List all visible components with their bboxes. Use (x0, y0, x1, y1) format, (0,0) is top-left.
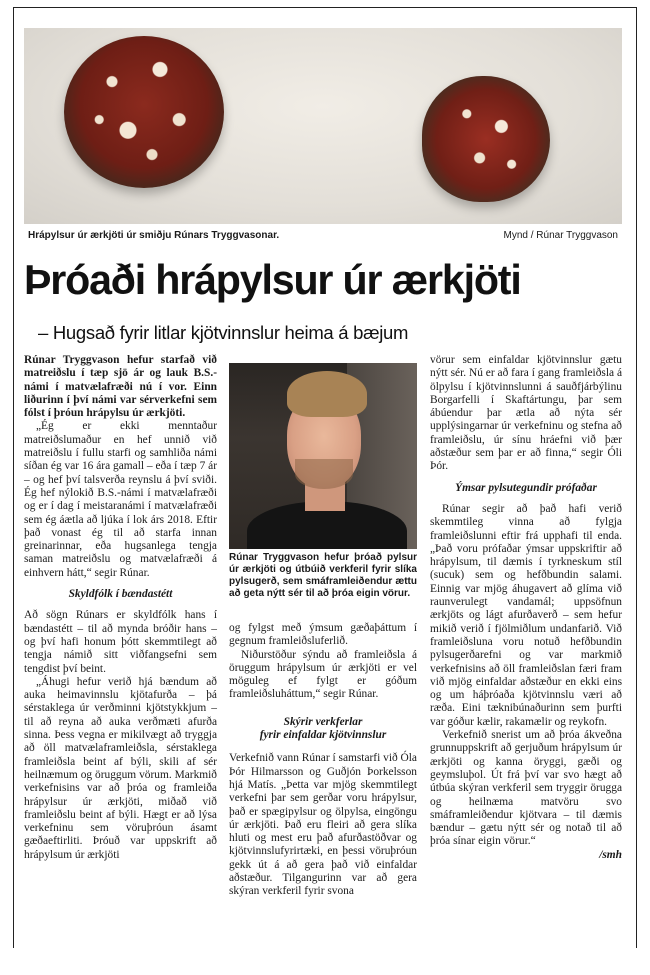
author-signature: /smh (599, 848, 622, 861)
portrait-photo (229, 363, 417, 549)
lead-paragraph: Rúnar Tryggvason hefur starfað við matreiðslu í tæp sjö ár og lauk B.S.-námi í matvælafræði nú í vor. Einn liðurinn í því námi var sérverkefni sem fólst í þróun hrápylsu úr ærkjöti. (24, 354, 217, 420)
headline: Þróaði hrápylsur úr ærkjöti (24, 256, 521, 303)
article-column-2 (229, 622, 417, 899)
section-subhead: Skyldfólk í bændastétt (68, 588, 173, 601)
section-subhead-line-1: Skýrir verkferlar (283, 715, 363, 728)
paragraph: Að sögn Rúnars er skyldfólk hans í bændastétt – til að mynda bróðir hans – og því hafi honum þótt skemmtilegt að tengja námið sitt viðfangsefni sem tengdist því beint. (24, 609, 217, 675)
paragraph: Verkefnið vann Rúnar í samstarfi við Óla Þór Hilmarsson og Guðjón Þorkelsson hjá Matís. „Þetta var mjög skemmtilegt verkefni þar sem gerðar voru hrápylsur, það er spægipylsur og ölpylsa, eingöngu úr ærkjöti. Það eru fleiri að gera slíka hluti og mest eru það afurðastöðvar og kjötvinnslufyrirtæki, en þessi vöruþróun gekk út á að gera það við einfaldar aðstæður. Tilgangurinn var að gera skýran verkferil fyrir svona (229, 752, 417, 898)
section-subhead: Ýmsar pylsutegundir prófaðar (455, 481, 597, 494)
paragraph: Verkefnið snerist um að þróa ákveðna grunnuppskrift að gerjuðum hrápylsum úr ærkjöti og kanna öryggi, gæði og geymsluþol. Út frá því var svo hægt að útbúa skýran verkferil sem tryggir örugga og heilnæma matvöru svo smáframleiðendur kjötvara – til dæmis bændur – gætu nýtt sér og notað til að þróa sínar eigin vörur.“ (430, 729, 622, 848)
paragraph: vörur sem einfaldar kjötvinnslur gætu nýtt sér. Nú er að fara í gang framleiðsla á ölpylsu í kjötvinnslunni á sauðfjárbýlinu Borgarfelli í Skaftártungu, þar sem ábúendur þar ætla að nýta sér upplýsingarnar úr verkefninu og stefna að framleiðslu, úr sínu hráefni við þær aðstæður sem þar er að finna,“ segir Óli Þór. (430, 354, 622, 473)
photo-credit: Mynd / Rúnar Tryggvason (503, 230, 618, 241)
section-subhead (229, 716, 417, 743)
hero-caption: Hrápylsur úr ærkjöti úr smiðju Rúnars Tryggvasonar. (28, 230, 280, 241)
paragraph: Niðurstöður sýndu að framleiðsla á öruggum hrápylsum úr ærkjöti er vel möguleg ef fylgt er góðum framleiðsluháttum,“ segir Rúnar. (229, 648, 417, 701)
article-column-1 (24, 354, 217, 862)
portrait-beard (295, 459, 353, 489)
subheadline: – Hugsað fyrir litlar kjötvinnslur heima á bæjum (38, 322, 409, 343)
paragraph: „Áhugi hefur verið hjá bændum að auka heimavinnslu kjötafurða – þá sérstaklega úr verðminni kjötstykkjum – til að reyna að auka verðmæti afurða sinna. Þess vegna er mikilvægt að tryggja að öll matvælaframleiðsla, sérstaklega framleiðsla beint af býli, skili af sér heilnæmum og öruggum vörum. Markmið verkefnisins var að þróa og framleiða hrápylsur úr ærkjöti, miðað við framleiðslu beint af býli. Hægt er að lýsa verkefninu sem vöruþróun ásamt gæðaeftirliti. Þróuð var uppskrift að hrápylsum úr ærkjöti (24, 675, 217, 861)
hero-caption-bar (24, 229, 622, 243)
section-subhead-line-2: fyrir einfaldar kjötvinnslur (259, 729, 387, 742)
portrait-caption: Rúnar Tryggvason hefur þróað pylsur úr ærkjöti og útbúið verkferil fyrir slíka pylsugerð, sem smáframleiðendur ættu að geta nýtt sér til að þróa eigin vörur. (229, 552, 417, 599)
article-column-3 (430, 354, 622, 862)
paragraph: Rúnar segir að það hafi verið skemmtileg vinna að fylgja framleiðslunni eftir frá upphafi til enda. „Það voru prófaðar ýmsar uppskriftir að hrápylsum, til dæmis í tyrkneskum stíl (sucuk) sem og hefðbundin salami. Einnig var mjög áhugavert að glíma við raunverulegt vandamál; uppsöfnun ærkjöts og lágt afurðaverð – sem hefur mikið verið í fjölmiðlum undanfarið. Við framleiðsluna voru notuð hefðbundin pylsugerðarefni og var markmið verkefnisins að öll framleiðslan færi fram við mjög einfaldar aðstæður en ekki eins og um háþróaða kjötvinnslu væri að ræða. Eini tæknibúnaðurinn sem þurfti var góður kælir, rakamælir og reykofn. (430, 502, 622, 728)
portrait-hair (287, 371, 367, 417)
hero-photo (24, 28, 622, 224)
paragraph: „Ég er ekki menntaður matreiðslumaður en hef unnið við matreiðslu í fullu starfi og samhliða námi síðan ég var 16 ára gamall – eða í tæp 7 ár – og hef því talsverða reynslu á því sviði. Ég hef nýlokið B.S.-námi í matvælafræði og er í dag í meistaranámi í matvælafræði sem ég áætla að ljúka í lok árs 2018. Eftir það vonast ég til að starfa innan greinarinnar, eða hugsanlega tengja saman matreiðslu og matvælafræði á einhvern hátt,“ segir Rúnar. (24, 420, 217, 579)
sausage-slice-left (64, 36, 224, 188)
paragraph: og fylgst með ýmsum gæðaþáttum í gegnum framleiðsluferlið. (229, 622, 417, 648)
sausage-slice-right (422, 76, 550, 202)
